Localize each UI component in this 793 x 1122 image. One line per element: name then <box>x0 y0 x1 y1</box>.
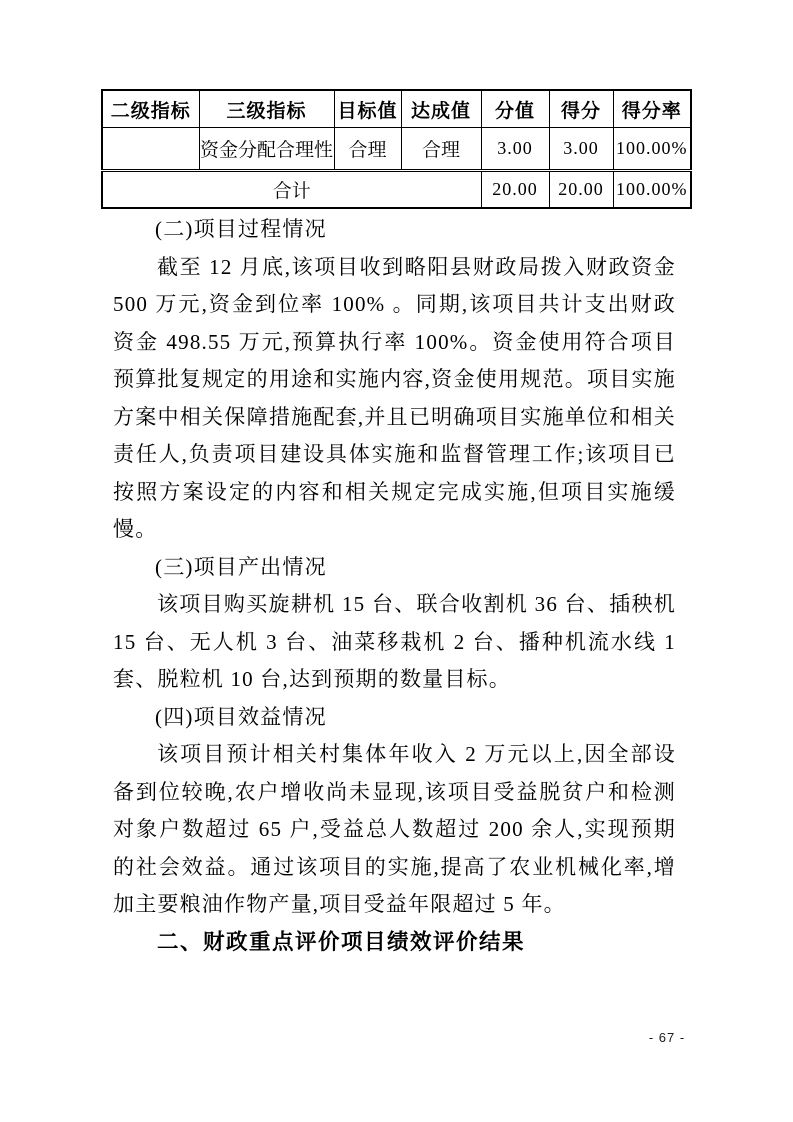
table-row-total <box>102 171 691 209</box>
cell-total-score-got: 20.00 <box>549 171 613 209</box>
cell-secondary-indicator <box>102 128 199 171</box>
header-target-value: 目标值 <box>334 90 401 128</box>
cell-achieved-value: 合理 <box>401 128 481 171</box>
page-number: - 67 - <box>648 1030 686 1045</box>
section-heading-benefit: (四)项目效益情况 <box>155 704 327 729</box>
cell-tertiary-indicator: 资金分配合理性 <box>199 128 334 171</box>
cell-total-score-rate: 100.00% <box>613 171 691 209</box>
cell-total-score-value: 20.00 <box>481 171 549 209</box>
performance-score-table <box>101 89 692 209</box>
header-score-got: 得分 <box>549 90 613 128</box>
header-score-value: 分值 <box>481 90 549 128</box>
chapter-heading-evaluation-results: 二、财政重点评价项目绩效评价结果 <box>157 929 526 954</box>
cell-score-rate: 100.00% <box>613 128 691 171</box>
table-row-indicator <box>102 128 691 171</box>
cell-score-got: 3.00 <box>549 128 613 171</box>
header-tertiary-indicator: 三级指标 <box>199 90 334 128</box>
header-achieved-value: 达成值 <box>401 90 481 128</box>
report-body <box>113 211 676 961</box>
section-paragraph-process: 截至 12 月底,该项目收到略阳县财政局拨入财政资金 500 万元,资金到位率 100% 。同期,该项目共计支出财政资金 498.55 万元,预算执行率 100%。资金使用符合项目预算批复规定的用途和实施内容,资金使用规范。项目实施方案中相关保障措施配套,并且已明确项目实施单位和相关责任人,负责项目建设具体实施和监督管理工作;该项目已按照方案设定的内容和相关规定完成实施,但项目实施缓慢。 <box>113 254 676 541</box>
header-score-rate: 得分率 <box>613 90 691 128</box>
section-paragraph-benefit: 该项目预计相关村集体年收入 2 万元以上,因全部设备到位较晚,农户增收尚未显现,该项目受益脱贫户和检测对象户数超过 65 户,受益总人数超过 200 余人,实现预期的社会效益。通过该项目的实施,提高了农业机械化率,增加主要粮油作物产量,项目受益年限超过 5 年。 <box>113 742 676 916</box>
cell-score-value: 3.00 <box>481 128 549 171</box>
section-heading-process: (二)项目过程情况 <box>155 217 327 241</box>
cell-total-label: 合计 <box>102 171 481 209</box>
header-secondary-indicator: 二级指标 <box>102 90 199 128</box>
table-header-row <box>102 90 691 128</box>
section-paragraph-output: 该项目购买旋耕机 15 台、联合收割机 36 台、插秧机 15 台、无人机 3 台、油菜移栽机 2 台、播种机流水线 1 套、脱粒机 10 台,达到预期的数量目标。 <box>113 592 676 691</box>
cell-target-value: 合理 <box>334 128 401 171</box>
section-heading-output: (三)项目产出情况 <box>155 554 327 579</box>
